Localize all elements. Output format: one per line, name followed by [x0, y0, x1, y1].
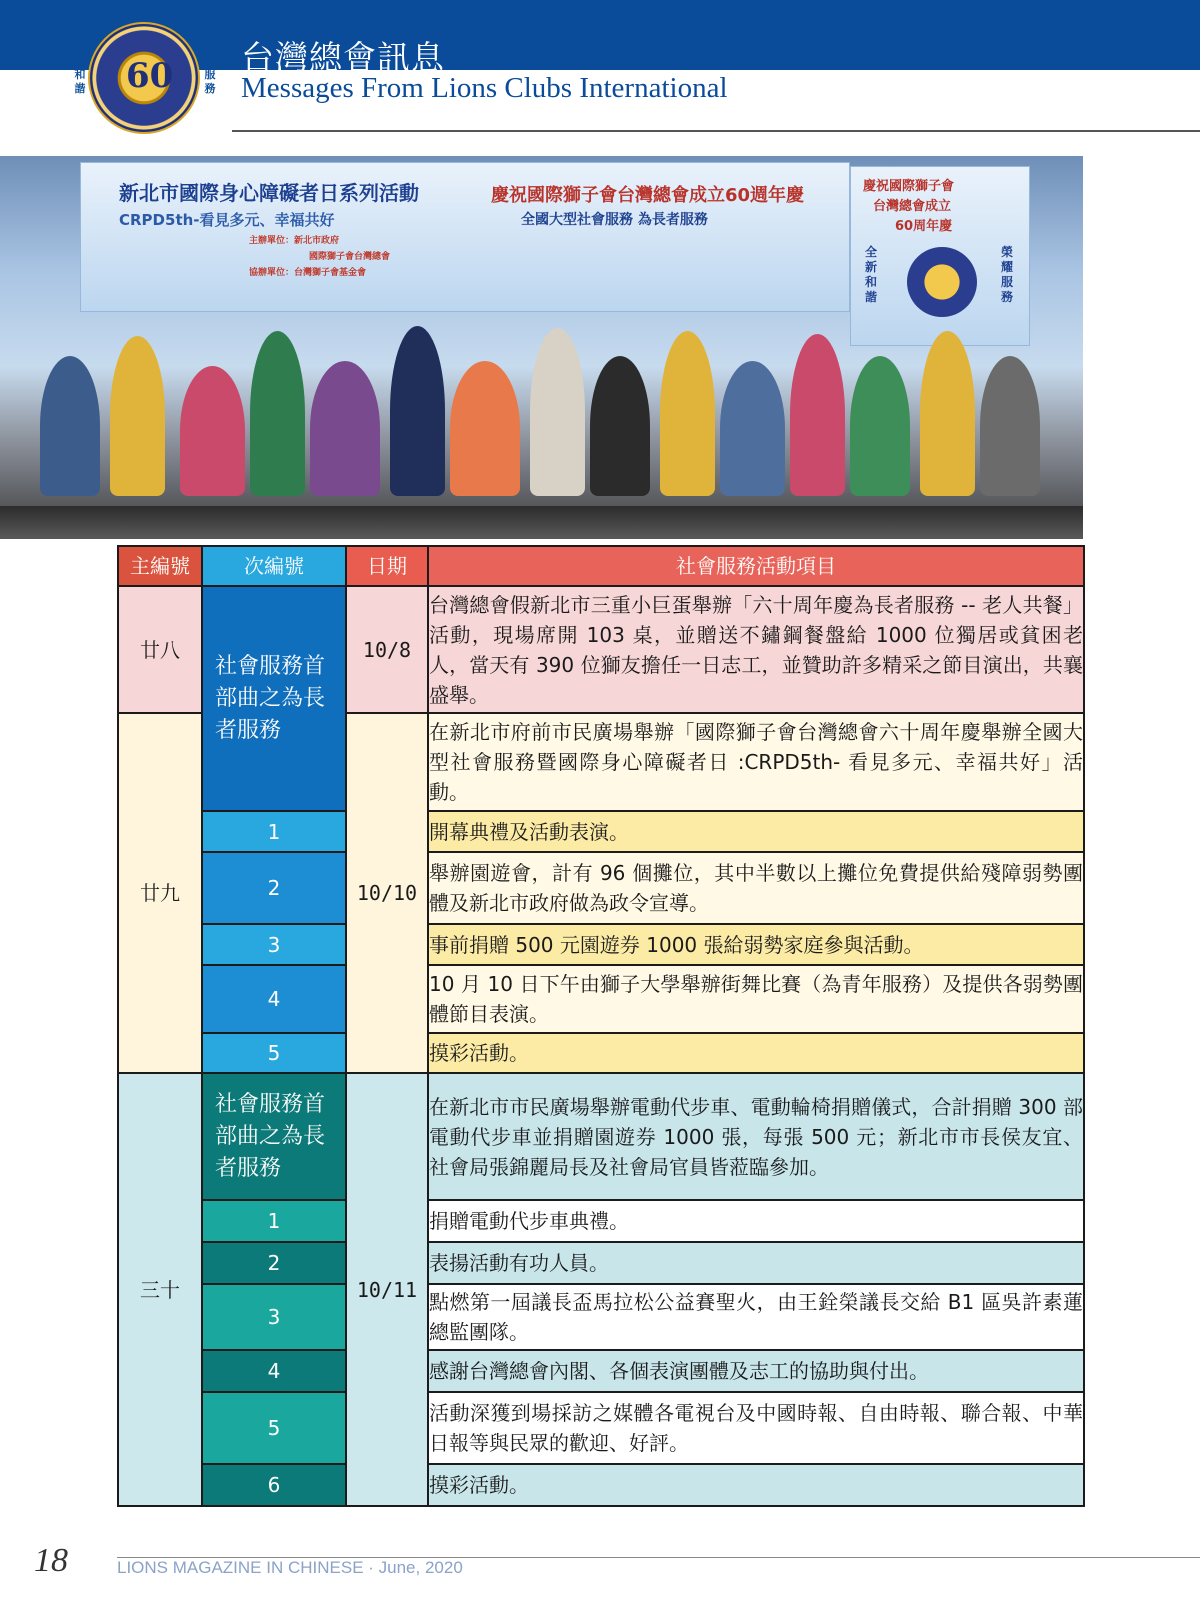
banner-organizer-2: 國際獅子會台灣總會	[309, 252, 391, 262]
activity-cell: 開幕典禮及活動表演。	[428, 811, 1084, 852]
table-row	[118, 1200, 1084, 1242]
event-group-photo	[0, 156, 1083, 539]
table-row	[118, 1464, 1084, 1506]
sub-number-cell: 3	[202, 924, 346, 965]
activity-cell: 點燃第一屆議長盃馬拉松公益賽聖火，由王銓榮議長交給 B1 區吳許素蓮總監團隊。	[428, 1284, 1084, 1350]
magazine-footer: LIONS MAGAZINE IN CHINESE · June, 2020	[117, 1558, 463, 1577]
person	[450, 361, 520, 496]
side-banner-motto-right: 榮耀服務	[1001, 245, 1014, 304]
banner-subtitle: CRPD5th-看見多元、幸福共好	[119, 211, 335, 229]
table-row	[118, 1392, 1084, 1464]
person	[250, 331, 305, 496]
activity-cell: 活動深獲到場採訪之媒體各電視台及中國時報、自由時報、聯合報、中華日報等與民眾的歡迎、好評。	[428, 1392, 1084, 1464]
person	[790, 334, 845, 496]
side-banner-line3: 60周年慶	[895, 219, 953, 234]
sub-number-cell: 4	[202, 965, 346, 1033]
sub-number-cell: 2	[202, 1242, 346, 1284]
header-main-number: 主編號	[118, 546, 202, 586]
activity-cell: 摸彩活動。	[428, 1033, 1084, 1073]
logo-motto-right: 榮耀服務	[204, 40, 216, 95]
main-number-cell: 廿九	[118, 713, 202, 1073]
person	[920, 331, 975, 496]
sub-number-cell: 2	[202, 852, 346, 924]
activity-cell: 摸彩活動。	[428, 1464, 1084, 1506]
header-activity-item: 社會服務活動項目	[428, 546, 1084, 586]
side-banner-motto-left: 全新和諧	[865, 245, 878, 304]
table-row	[118, 1350, 1084, 1392]
date-cell: 10/10	[346, 713, 428, 1073]
person	[980, 356, 1040, 496]
main-number-cell: 三十	[118, 1073, 202, 1506]
sub-number-cell: 1	[202, 811, 346, 852]
banner-co-organizer: 協辦單位：台灣獅子會基金會	[249, 268, 367, 278]
sub-title-cell: 社會服務首部曲之為長者服務	[202, 1073, 346, 1200]
person	[530, 328, 585, 496]
activity-cell: 捐贈電動代步車典禮。	[428, 1200, 1084, 1242]
person	[110, 336, 165, 496]
logo-motto-left: 全新和諧	[74, 40, 86, 95]
table-row	[118, 1073, 1084, 1200]
table-row	[118, 1242, 1084, 1284]
activity-cell: 感謝台灣總會內閣、各個表演團體及志工的協助與付出。	[428, 1350, 1084, 1392]
service-activities-table	[117, 545, 1085, 1507]
side-banner-line2: 台灣總會成立	[873, 199, 952, 214]
activity-cell: 台灣總會假新北市三重小巨蛋舉辦「六十周年慶為長者服務 -- 老人共餐」活動，現場席開 103 桌，並贈送不鏽鋼餐盤給 1000 位獨居或貧困老人，當天有 390 位獅友擔任一日志工，並贊助許多精采之節目演出，共襄盛舉。	[428, 586, 1084, 713]
table-row	[118, 1033, 1084, 1073]
person	[720, 361, 785, 496]
logo-emblem: 60	[126, 56, 174, 96]
activity-cell: 在新北市府前市民廣場舉辦「國際獅子會台灣總會六十周年慶舉辦全國大型社會服務暨國際身心障礙者日 :CRPD5th- 看見多元、幸福共好」活動。	[428, 713, 1084, 811]
stage-floor	[0, 506, 1083, 539]
main-number-cell: 廿八	[118, 586, 202, 713]
person	[590, 356, 650, 496]
side-banner-line1: 慶祝國際獅子會	[863, 179, 955, 194]
table-row	[118, 811, 1084, 852]
table-header-row	[118, 546, 1084, 586]
table-row	[118, 586, 1084, 713]
activity-cell: 10 月 10 日下午由獅子大學舉辦街舞比賽（為青年服務）及提供各弱勢團體節目表演。	[428, 965, 1084, 1033]
banner-title: 新北市國際身心障礙者日系列活動	[119, 181, 419, 205]
sub-number-cell: 4	[202, 1350, 346, 1392]
side-banner-logo-icon	[907, 247, 977, 317]
person	[850, 356, 910, 496]
sub-number-cell: 6	[202, 1464, 346, 1506]
person	[310, 361, 380, 496]
page-number: 18	[34, 1542, 68, 1579]
banner-organizer-1: 主辦單位：新北市政府	[249, 236, 340, 246]
table-row	[118, 1284, 1084, 1350]
sub-number-cell: 3	[202, 1284, 346, 1350]
date-cell: 10/11	[346, 1073, 428, 1506]
header-sub-number: 次編號	[202, 546, 346, 586]
table-row	[118, 852, 1084, 924]
banner-service: 全國大型社會服務 為長者服務	[521, 212, 708, 228]
header-divider	[232, 130, 1200, 132]
event-banner	[80, 162, 850, 312]
activity-cell: 在新北市市民廣場舉辦電動代步車、電動輪椅捐贈儀式，合計捐贈 300 部電動代步車並捐贈園遊券 1000 張，每張 500 元；新北市市長侯友宜、社會局張錦麗局長及社會局官員皆蒞臨參加。	[428, 1073, 1084, 1200]
sub-number-cell: 5	[202, 1033, 346, 1073]
person	[180, 366, 245, 496]
activity-cell: 舉辦園遊會，計有 96 個攤位，其中半數以上攤位免費提供給殘障弱勢團體及新北市政府做為政令宣導。	[428, 852, 1084, 924]
banner-anniversary: 慶祝國際獅子會台灣總會成立60週年慶	[491, 185, 805, 206]
crowd-of-people	[20, 316, 1070, 516]
person	[390, 326, 445, 496]
page-title: 台灣總會訊息	[241, 38, 445, 77]
sub-title-cell: 社會服務首部曲之為長者服務	[202, 586, 346, 811]
table-row	[118, 924, 1084, 965]
page-subtitle: Messages From Lions Clubs International	[241, 72, 728, 104]
activity-cell: 表揚活動有功人員。	[428, 1242, 1084, 1284]
table-row	[118, 965, 1084, 1033]
lions-60th-logo-icon	[88, 22, 200, 134]
person	[660, 331, 715, 496]
activity-cell: 事前捐贈 500 元園遊券 1000 張給弱勢家庭參與活動。	[428, 924, 1084, 965]
date-cell: 10/8	[346, 586, 428, 713]
header-date: 日期	[346, 546, 428, 586]
person	[40, 356, 100, 496]
sub-number-cell: 1	[202, 1200, 346, 1242]
sub-number-cell: 5	[202, 1392, 346, 1464]
